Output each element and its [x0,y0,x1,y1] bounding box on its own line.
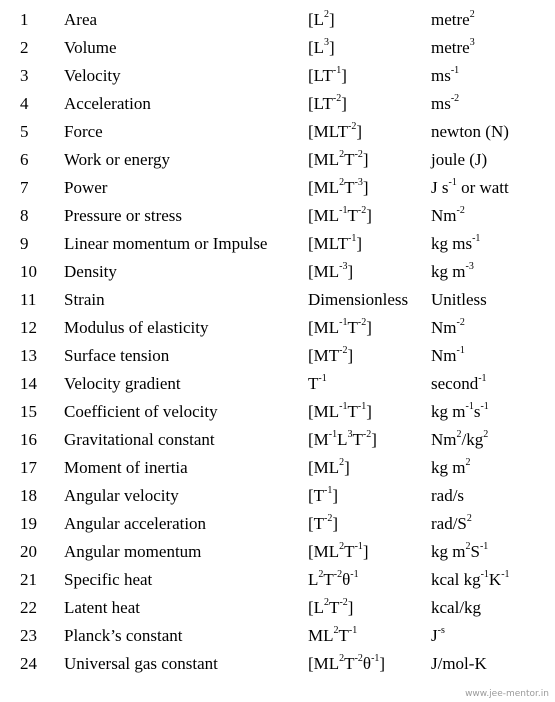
row-number: 24 [20,654,37,673]
si-unit: J $s^{-1}$ or watt [431,177,509,197]
table-row [0,6,555,34]
physical-quantity: Acceleration [64,94,151,113]
si-unit: kcal $kg^{-1}K^{-1}$ [431,569,510,589]
table-row [0,62,555,90]
dimensional-formula: $[MLT^{-1}]$ [308,233,363,253]
si-unit: metre$^2$ [431,9,475,29]
table-row [0,258,555,286]
dimensional-formula: $[LT^{-1}]$ [308,65,347,85]
physical-quantity: Latent heat [64,598,140,617]
table-row [0,650,555,678]
dimensions-table [0,6,555,678]
si-unit: rad/s [431,486,465,505]
dimensional-formula: $[ML^2T^{-2}]$ [308,149,369,169]
table-row [0,482,555,510]
row-number: 4 [20,94,29,113]
dimensional-formula: $[ML^2T^{-1}]$ [308,541,369,561]
physical-quantity: Angular acceleration [64,514,207,533]
physical-quantity: Coefficient of velocity [64,402,218,421]
physical-quantity: Volume [64,38,117,57]
si-unit: kg $m^2$ [431,457,471,477]
dimensional-formula: $[M^{-1}L^3T^{-2}]$ [308,429,377,449]
table-row [0,398,555,426]
dimensional-formula: $T^{-1}$ [308,373,327,393]
table-row [0,90,555,118]
si-unit: $Nm^{-2}$ [431,317,465,337]
row-number: 17 [20,458,37,477]
row-number: 15 [20,402,37,421]
dimensional-formula: $[ML^{-3}]$ [308,261,354,281]
si-unit: joule (J) [431,150,488,169]
physical-quantity: Specific heat [64,570,153,589]
dimensional-formula: $[T^{-2}]$ [308,513,339,533]
dimensional-formula: $[L^2]$ [308,9,335,29]
dimensional-formula: $[L^3]$ [308,37,335,57]
table-row [0,566,555,594]
physical-quantity: Area [64,10,98,29]
physical-quantity: Universal gas constant [64,654,218,673]
row-number: 20 [20,542,37,561]
table-row [0,370,555,398]
row-number: 18 [20,486,37,505]
row-number: 23 [20,626,37,645]
si-unit: Unitless [431,290,487,309]
si-unit: J/mol-K [431,654,487,673]
row-number: 9 [20,234,29,253]
dimensional-formula: Dimensionless [308,290,409,309]
dimensional-formula: $[ML^{-1}T^{-1}]$ [308,401,372,421]
physical-quantity: Angular velocity [64,486,179,505]
table-row [0,426,555,454]
row-number: 16 [20,430,37,449]
si-unit: metre$^3$ [431,37,475,57]
row-number: 1 [20,10,29,29]
table-row [0,146,555,174]
physical-quantity: Power [64,178,108,197]
si-unit: kcal/kg [431,598,482,617]
row-number: 5 [20,122,29,141]
physical-quantity: Gravitational constant [64,430,215,449]
row-number: 3 [20,66,29,85]
physical-quantity: Density [64,262,117,281]
physical-quantity: Velocity [64,66,121,85]
table-row [0,594,555,622]
row-number: 2 [20,38,29,57]
si-unit: kg $ms^{-1}$ [431,233,481,253]
table-row [0,174,555,202]
table-row [0,454,555,482]
physical-quantity: Modulus of elasticity [64,318,209,337]
row-number: 22 [20,598,37,617]
physical-quantity: Linear momentum or Impulse [64,234,268,253]
si-unit: $ms^{-1}$ [431,65,460,85]
row-number: 7 [20,178,29,197]
table-row [0,34,555,62]
row-number: 12 [20,318,37,337]
table-row [0,538,555,566]
table-row [0,286,555,314]
si-unit: kg $m^2S^{-1}$ [431,541,489,561]
dimensional-formula: $[ML^2]$ [308,457,350,477]
si-unit: kg $m^{-3}$ [431,261,474,281]
dimensional-formula: $ML^2T^{-1}$ [308,625,358,645]
si-unit: $Nm^{-2}$ [431,205,465,225]
row-number: 8 [20,206,29,225]
dimensional-formula: $[ML^2T^{-3}]$ [308,177,369,197]
si-unit: $J^{-s}$ [431,625,445,645]
si-unit: $Nm^2/kg^2$ [431,429,489,449]
table-row [0,230,555,258]
dimensional-formula: $[ML^2T^{-2}\theta^{-1}]$ [308,653,386,673]
dimensional-formula: $[L^2T^{-2}]$ [308,597,354,617]
row-number: 14 [20,374,37,393]
physical-quantity: Surface tension [64,346,170,365]
row-number: 13 [20,346,37,365]
physical-quantity: Work or energy [64,150,170,169]
watermark: www.jee-mentor.in [465,689,549,699]
dimensional-formula: $[MLT^{-2}]$ [308,121,363,141]
si-unit: $ms^{-2}$ [431,93,460,113]
si-unit: second$^{-1}$ [431,373,487,393]
table-row [0,342,555,370]
dimensional-formula: $L^2T^{-2}\theta^{-1}$ [308,569,359,589]
si-unit: kg $m^{-1}s^{-1}$ [431,401,489,421]
physical-quantity: Pressure or stress [64,206,183,225]
physical-quantity: Moment of inertia [64,458,188,477]
si-unit: rad/$S^2$ [431,513,472,533]
dimensional-formula: $[T^{-1}]$ [308,485,339,505]
dimensional-formula: $[MT^{-2}]$ [308,345,354,365]
table-row [0,510,555,538]
table-row [0,118,555,146]
physical-quantity: Force [64,122,103,141]
dimensional-formula: $[ML^{-1}T^{-2}]$ [308,205,372,225]
row-number: 21 [20,570,37,589]
table-row [0,202,555,230]
si-unit: newton (N) [431,122,509,141]
table-row [0,622,555,650]
dimensional-formula: $[ML^{-1}T^{-2}]$ [308,317,372,337]
dimensional-formula: $[LT^{-2}]$ [308,93,347,113]
physical-quantity: Angular momentum [64,542,202,561]
physical-quantity: Strain [64,290,105,309]
row-number: 19 [20,514,37,533]
table-row [0,314,555,342]
physical-quantity: Planck’s constant [64,626,183,645]
row-number: 10 [20,262,37,281]
physical-quantity: Velocity gradient [64,374,181,393]
si-unit: $Nm^{-1}$ [431,345,465,365]
row-number: 6 [20,150,29,169]
row-number: 11 [20,290,37,309]
